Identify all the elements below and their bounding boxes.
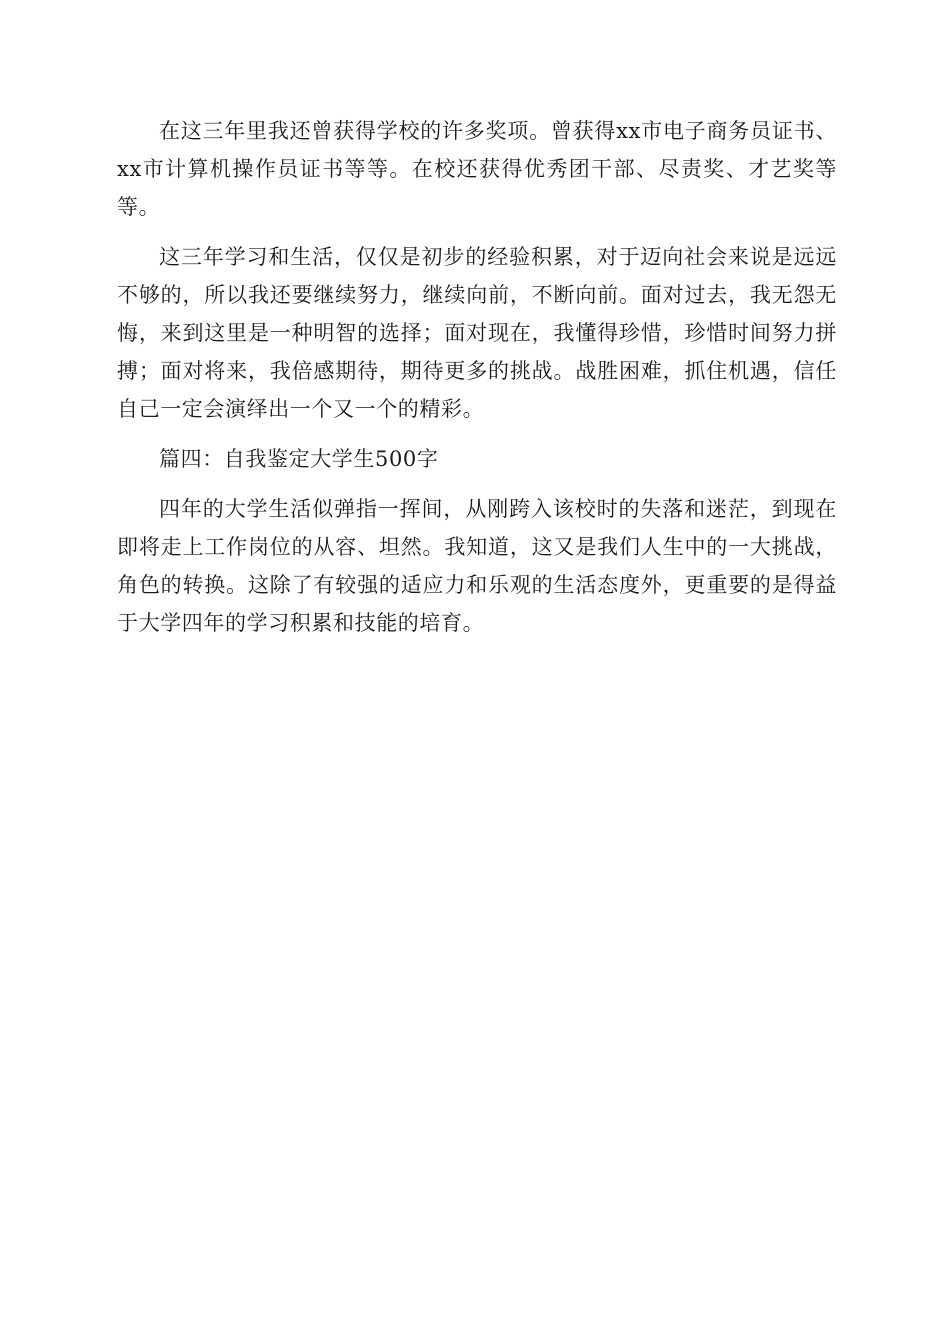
- document-page: [117, 112, 837, 642]
- paragraph-awards: 在这三年里我还曾获得学校的许多奖项。曾获得xx市电子商务员证书、xx市计算机操作员证书等等。在校还获得优秀团干部、尽责奖、才艺奖等等。: [117, 119, 837, 219]
- section-heading: 篇四：自我鉴定大学生500字: [159, 447, 439, 471]
- paragraph-university-life: 四年的大学生活似弹指一挥间，从刚跨入该校时的失落和迷茫，到现在即将走上工作岗位的从容、坦然。我知道，这又是我们人生中的一大挑战，角色的转换。这除了有较强的适应力和乐观的生活态度外，更重要的是得益于大学四年的学习积累和技能的培育。: [117, 497, 837, 635]
- paragraph-reflection: 这三年学习和生活，仅仅是初步的经验积累，对于迈向社会来说是远远不够的，所以我还要继续努力，继续向前，不断向前。面对过去，我无怨无悔，来到这里是一种明智的选择；面对现在，我懂得珍惜，珍惜时间努力拼搏；面对将来，我倍感期待，期待更多的挑战。战胜困难，抓住机遇，信任自己一定会演绎出一个又一个的精彩。: [117, 245, 837, 421]
